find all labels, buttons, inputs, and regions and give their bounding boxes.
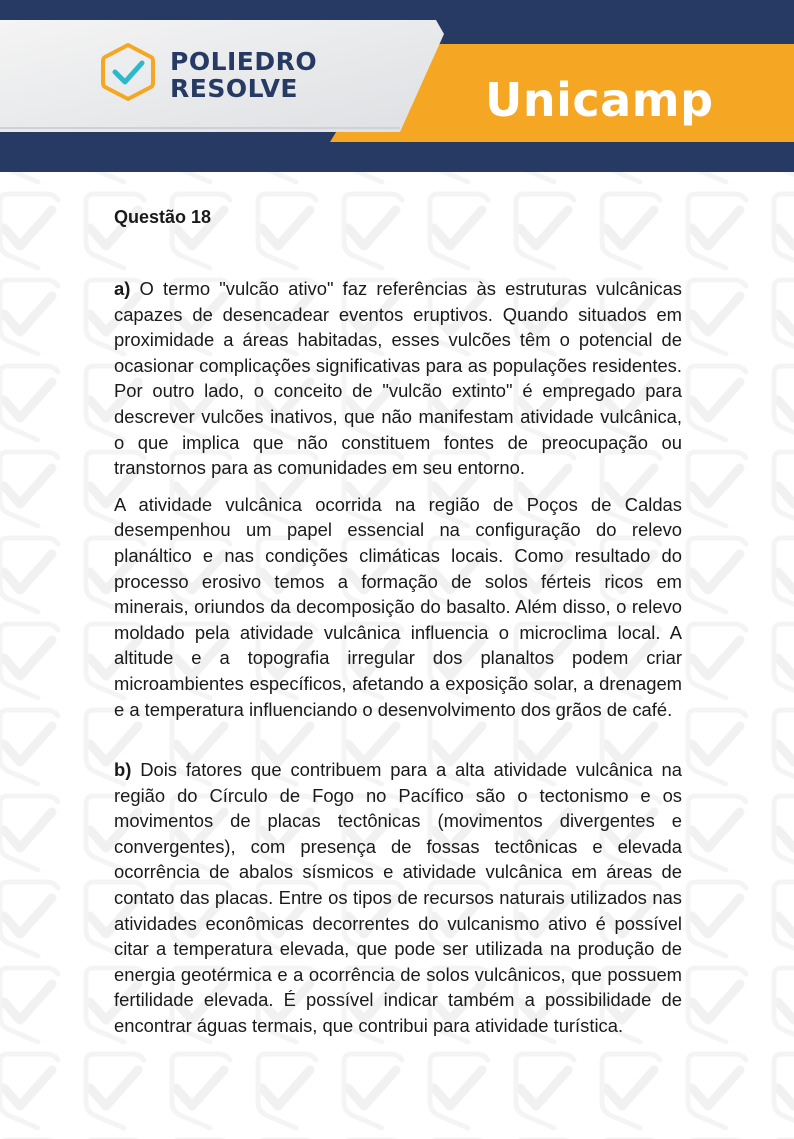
- checkmark-hexagon-icon: [100, 42, 156, 102]
- question-title: Questão 18: [114, 207, 212, 227]
- part-a-paragraph-2: A atividade vulcânica ocorrida na região de Poços de Caldas desempenhou um papel essencial na configuração do relevo planáltico e nas condições climáticas locais. Como resultado do processo erosivo temos a formação de solos férteis ricos em minerais, oriundos da decomposição do basalto. Além disso, o relevo moldado pela atividade vulcânica influencia o microclima local. A altitude e a topografia irregular dos planaltos podem criar microambientes específicos, afetando a exposição solar, a drenagem e a temperatura influenciando o desenvolvimento dos grãos de café.: [114, 493, 682, 720]
- part-a-label: a): [114, 278, 131, 299]
- brand-name-line1: POLIEDRO: [170, 47, 318, 76]
- part-b-label: b): [114, 759, 132, 781]
- exam-title: Unicamp: [485, 73, 714, 127]
- question-content: [114, 205, 682, 1039]
- part-b-paragraph: [114, 757, 682, 1039]
- page-header: [0, 0, 794, 172]
- part-b-text: Dois fatores que contribuem para a alta atividade vulcânica na região do Círculo de Fogo no Pacífico são o tectonismo e os movimentos de placas tectônicas (movimentos divergentes e convergentes), com presença de fossas tectônicas e elevada ocorrência de abalos sísmicos e atividade vulcânica em áreas de contato das placas. Entre os tipos de recursos naturais utilizados nas atividades econômicas decorrentes do vulcanismo ativo é possível citar a temperatura elevada, que pode ser utilizada na produção de energia geotérmica e a ocorrência de solos vulcânicos, que possuem fertilidade elevada. É possível indicar também a possibilidade de encontrar águas termais, que contribui para atividade turística.: [114, 759, 682, 1037]
- part-a-paragraph-1: [114, 276, 682, 481]
- brand-name-line2: RESOLVE: [170, 74, 298, 103]
- part-a-text-1: O termo "vulcão ativo" faz referências às estruturas vulcânicas capazes de desencadear eventos eruptivos. Quando situados em proximidade a áreas habitadas, esses vulcões têm o potencial de ocasionar complicações significativas para as populações residentes. Por outro lado, o conceito de "vulcão extinto" é empregado para descrever vulcões inativos, que não manifestam atividade vulcânica, o que implica que não constituem fontes de preocupação ou transtornos para as comunidades em seu entorno.: [114, 278, 682, 479]
- brand-logo: [100, 42, 340, 112]
